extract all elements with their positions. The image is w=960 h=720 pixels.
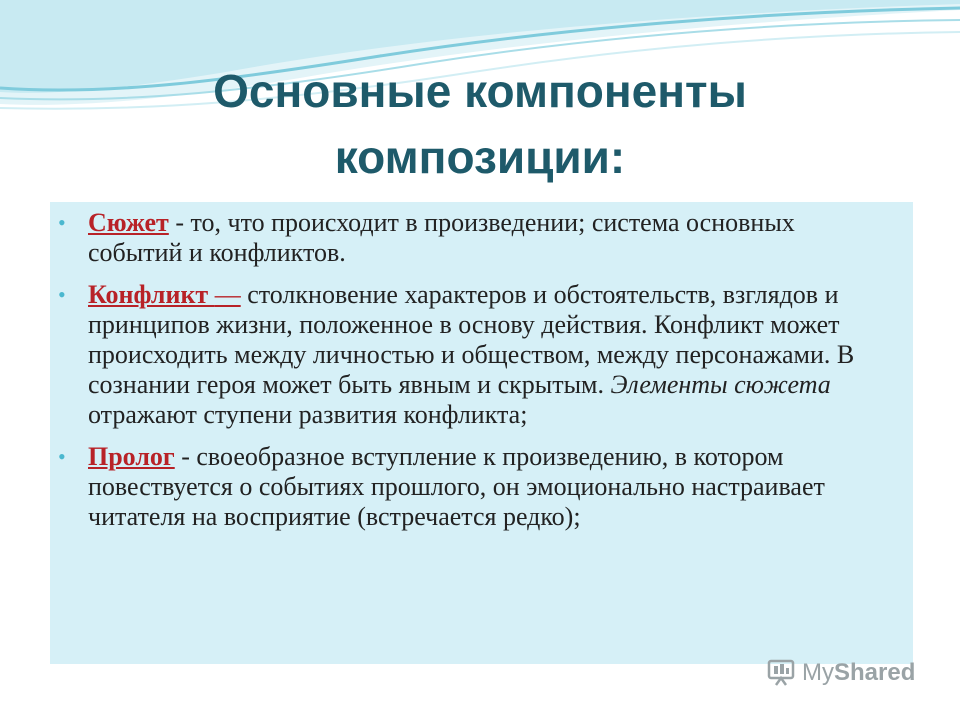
watermark-suffix: Shared bbox=[834, 659, 916, 686]
presentation-board-icon bbox=[766, 658, 796, 688]
slide-title bbox=[0, 58, 960, 190]
title-line-2: композиции: bbox=[334, 131, 626, 183]
term-konflikt: Конфликт bbox=[88, 280, 215, 309]
bullet-item-prolog bbox=[58, 442, 893, 532]
content-panel bbox=[50, 202, 913, 664]
watermark-prefix: My bbox=[802, 659, 834, 686]
definition-text-end: отражают ступени развития конфликта; bbox=[88, 400, 528, 429]
bullet-list bbox=[50, 202, 913, 532]
term-prolog: Пролог bbox=[88, 442, 175, 471]
myshared-watermark bbox=[766, 656, 915, 690]
definition-text: - своеобразное вступление к произведению, в котором повествуется о событиях прошлого, он эмоционально настраивает читателя на восприятие (встречается редко); bbox=[88, 442, 825, 531]
bullet-dot-icon: • bbox=[58, 210, 66, 235]
definition-text: столкновение характеров и обстоятельств, взглядов и принципов жизни, положенное в основу действия. Конфликт может происходить между личностью и обществом, между персонажами. В сознании героя может быть явным и скрытым. bbox=[88, 280, 855, 399]
definition-text: - то, что происходит в произведении; система основных событий и конфликтов. bbox=[88, 208, 795, 267]
bullet-item-konflikt bbox=[58, 280, 893, 430]
bullet-dot-icon: • bbox=[58, 282, 66, 307]
bullet-item-syuzhet bbox=[58, 208, 893, 268]
bullet-dot-icon: • bbox=[58, 444, 66, 469]
italic-phrase: Элементы сюжета bbox=[610, 370, 831, 399]
title-line-1: Основные компоненты bbox=[213, 65, 747, 117]
term-syuzhet: Сюжет bbox=[88, 208, 169, 237]
term-dash: — bbox=[214, 280, 241, 309]
